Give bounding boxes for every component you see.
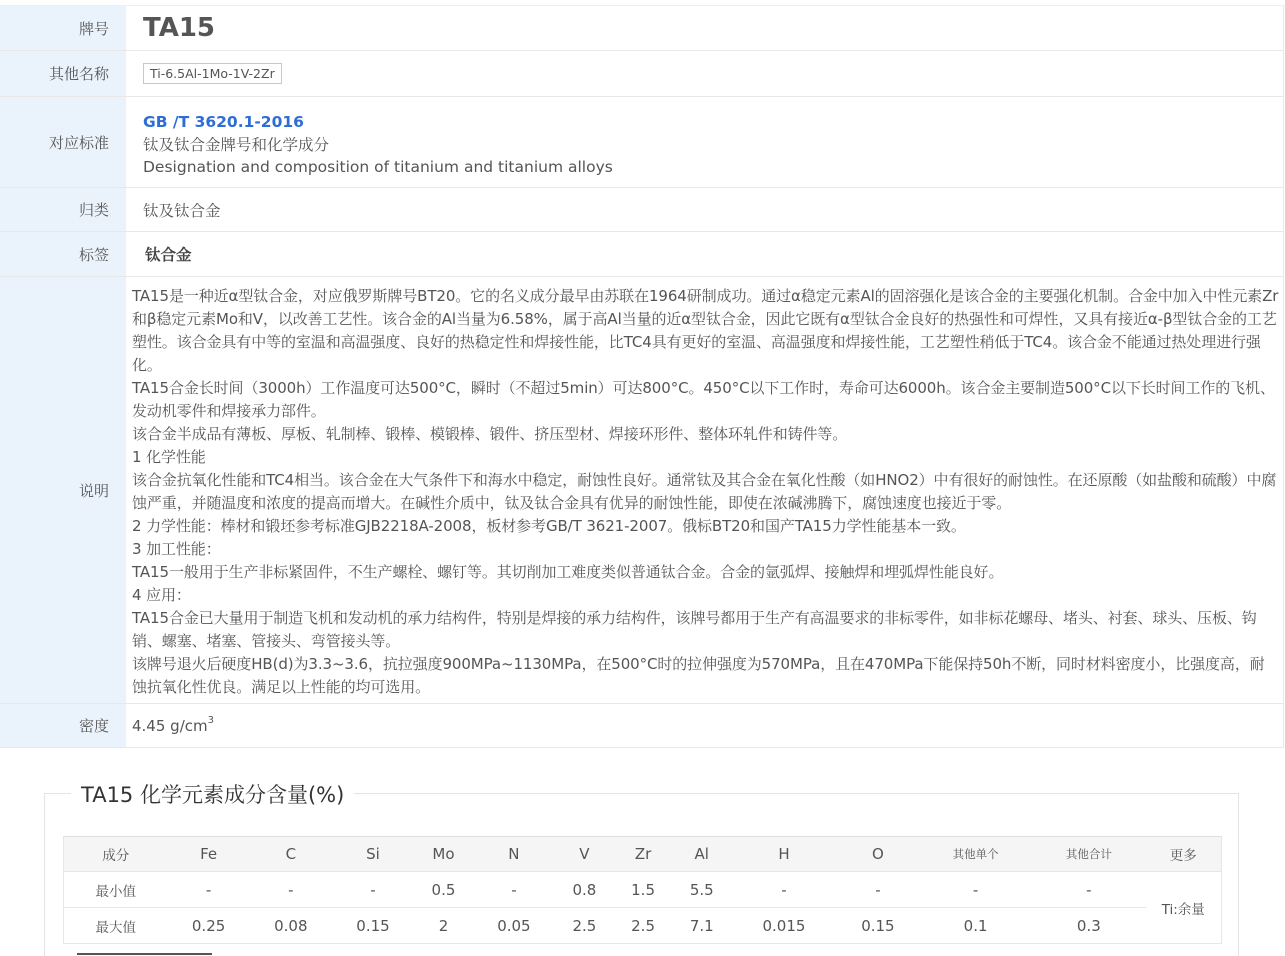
description-paragraph: 3 加工性能：: [132, 540, 221, 558]
description-paragraph: 该合金半成品有薄板、厚板、轧制棒、锻棒、模锻棒、锻件、挤压型材、焊接环形件、整体环轧件和铸件等。: [132, 425, 848, 443]
description-row: [0, 277, 1284, 704]
header-cell: Si: [332, 837, 414, 872]
standard-title-en: Designation and composition of titanium and titanium alloys: [143, 158, 613, 176]
header-cell: O: [837, 837, 919, 872]
table-cell: 0.25: [168, 908, 250, 944]
table-cell: 0.05: [473, 908, 555, 944]
table-cell: 2.5: [614, 908, 673, 944]
table-cell: -: [332, 872, 414, 908]
description-text: [126, 277, 1284, 703]
description-paragraph: TA15一般用于生产非标紧固件，不生产螺栓、螺钉等。其切削加工难度类似普通钛合金。合金的氩弧焊、接触焊和埋弧焊性能良好。: [132, 563, 1004, 581]
table-cell: -: [731, 872, 837, 908]
header-cell: 其他合计: [1032, 837, 1145, 872]
standard-code-link[interactable]: GB /T 3620.1-2016: [143, 113, 304, 131]
density-label: 密度: [0, 704, 126, 747]
table-cell: 2: [414, 908, 473, 944]
category-row: [0, 188, 1284, 232]
header-cell: V: [555, 837, 614, 872]
other-names-row: [0, 51, 1284, 97]
standard-row: [0, 97, 1284, 188]
table-cell: 2.5: [555, 908, 614, 944]
grade-label: 牌号: [0, 6, 126, 50]
table-cell: 0.08: [250, 908, 332, 944]
tag-value[interactable]: 钛合金: [126, 232, 1284, 276]
chemical-section-title: TA15 化学元素成分含量(%): [71, 779, 354, 809]
header-cell: Al: [672, 837, 731, 872]
header-cell-more: 更多: [1146, 837, 1222, 872]
table-cell: 0.8: [555, 872, 614, 908]
description-paragraph: TA15合金长时间（3000h）工作温度可达500°C，瞬时（不超过5min）可达800°C。450°C以下工作时，寿命可达6000h。该合金主要制造500°C以下长时间工作的飞机、发动机零件和焊接承力部件。: [132, 379, 1275, 420]
chemical-composition-section: [44, 783, 1239, 956]
table-cell: 5.5: [672, 872, 731, 908]
description-paragraph: TA15是一种近α型钛合金，对应俄罗斯牌号BT20。它的名义成分最早由苏联在1964研制成功。通过α稳定元素Al的固溶强化是该合金的主要强化机制。合金中加入中性元素Zr和β稳定元素Mo和V，以改善工艺性。该合金的Al当量为6.58%，属于高Al当量的近α型钛合金，因此它既有α型钛合金良好的热强性和可焊性，又具有接近α-β型钛合金的工艺塑性。该合金具有中等的室温和高温强度、良好的热稳定性和焊接性能，比TC4具有更好的室温、高温强度和焊接性能，工艺塑性稍低于TC4。该合金不能通过热处理进行强化。: [132, 287, 1279, 374]
header-cell: Fe: [168, 837, 250, 872]
table-cell: 0.015: [731, 908, 837, 944]
table-row-min: [64, 872, 1222, 908]
category-value[interactable]: 钛及钛合金: [126, 188, 1284, 231]
description-paragraph: 2 力学性能：棒材和锻坯参考标准GJB2218A-2008，板材参考GB/T 3621-2007。俄标BT20和国产TA15力学性能基本一致。: [132, 517, 966, 535]
density-unit-exponent: 3: [207, 715, 214, 726]
description-paragraph: 4 应用：: [132, 586, 191, 604]
table-cell: -: [250, 872, 332, 908]
table-cell: 0.5: [414, 872, 473, 908]
header-cell: Zr: [614, 837, 673, 872]
table-cell: 1.5: [614, 872, 673, 908]
table-cell: 0.3: [1032, 908, 1145, 944]
table-cell: 7.1: [672, 908, 731, 944]
table-cell: -: [168, 872, 250, 908]
description-paragraph: 该牌号退火后硬度HB(d)为3.3~3.6，抗拉强度900MPa~1130MPa，在500°C时的拉伸强度为570MPa，且在470MPa下能保持50h不断，同时材料密度小，比强度高，耐蚀抗氧化性优良。满足以上性能的均可选用。: [132, 655, 1265, 696]
row-label: 最大值: [64, 908, 168, 944]
description-paragraph: 该合金抗氧化性能和TC4相当。该合金在大气条件下和海水中稳定，耐蚀性良好。通常钛及其合金在氧化性酸（如HNO2）中有很好的耐蚀性。在还原酸（如盐酸和硫酸）中腐蚀严重，并随温度和浓度的提高而增大。在碱性介质中，钛及钛合金具有优异的耐蚀性能，即使在浓碱沸腾下，腐蚀速度也接近于零。: [132, 471, 1277, 512]
table-cell: -: [837, 872, 919, 908]
description-paragraph: TA15合金已大量用于制造飞机和发动机的承力结构件，特别是焊接的承力结构件，该牌号都用于生产有高温要求的非标零件，如非标花螺母、堵头、衬套、球头、压板、钩销、螺塞、堵塞、管接头、弯管接头等。: [132, 609, 1257, 650]
header-cell: N: [473, 837, 555, 872]
table-cell: -: [1032, 872, 1145, 908]
density-value: 4.45 g/cm: [132, 716, 208, 735]
description-paragraph: 1 化学性能: [132, 448, 206, 466]
header-cell: 其他单个: [919, 837, 1032, 872]
other-name-tag[interactable]: Ti-6.5Al-1Mo-1V-2Zr: [143, 63, 282, 84]
row-label: 最小值: [64, 872, 168, 908]
chemical-composition-table: [63, 836, 1222, 944]
table-cell: -: [919, 872, 1032, 908]
section-divider: [77, 953, 212, 955]
standard-title-cn: 钛及钛合金牌号和化学成分: [143, 135, 330, 154]
table-header-row: [64, 837, 1222, 872]
table-cell: 0.1: [919, 908, 1032, 944]
tag-row: [0, 232, 1284, 277]
category-label: 归类: [0, 188, 126, 231]
standard-label: 对应标准: [0, 97, 126, 187]
material-info-table: [0, 5, 1284, 748]
description-label: 说明: [0, 277, 126, 703]
tag-label: 标签: [0, 232, 126, 276]
remainder-note: Ti:余量: [1146, 872, 1222, 944]
table-row-max: [64, 908, 1222, 944]
density-row: [0, 704, 1284, 748]
table-cell: 0.15: [837, 908, 919, 944]
grade-value: TA15: [143, 13, 216, 43]
header-cell: Mo: [414, 837, 473, 872]
other-names-label: 其他名称: [0, 51, 126, 96]
header-cell: C: [250, 837, 332, 872]
table-cell: -: [473, 872, 555, 908]
table-cell: 0.15: [332, 908, 414, 944]
grade-row: [0, 6, 1284, 51]
header-cell: H: [731, 837, 837, 872]
header-cell: 成分: [64, 837, 168, 872]
